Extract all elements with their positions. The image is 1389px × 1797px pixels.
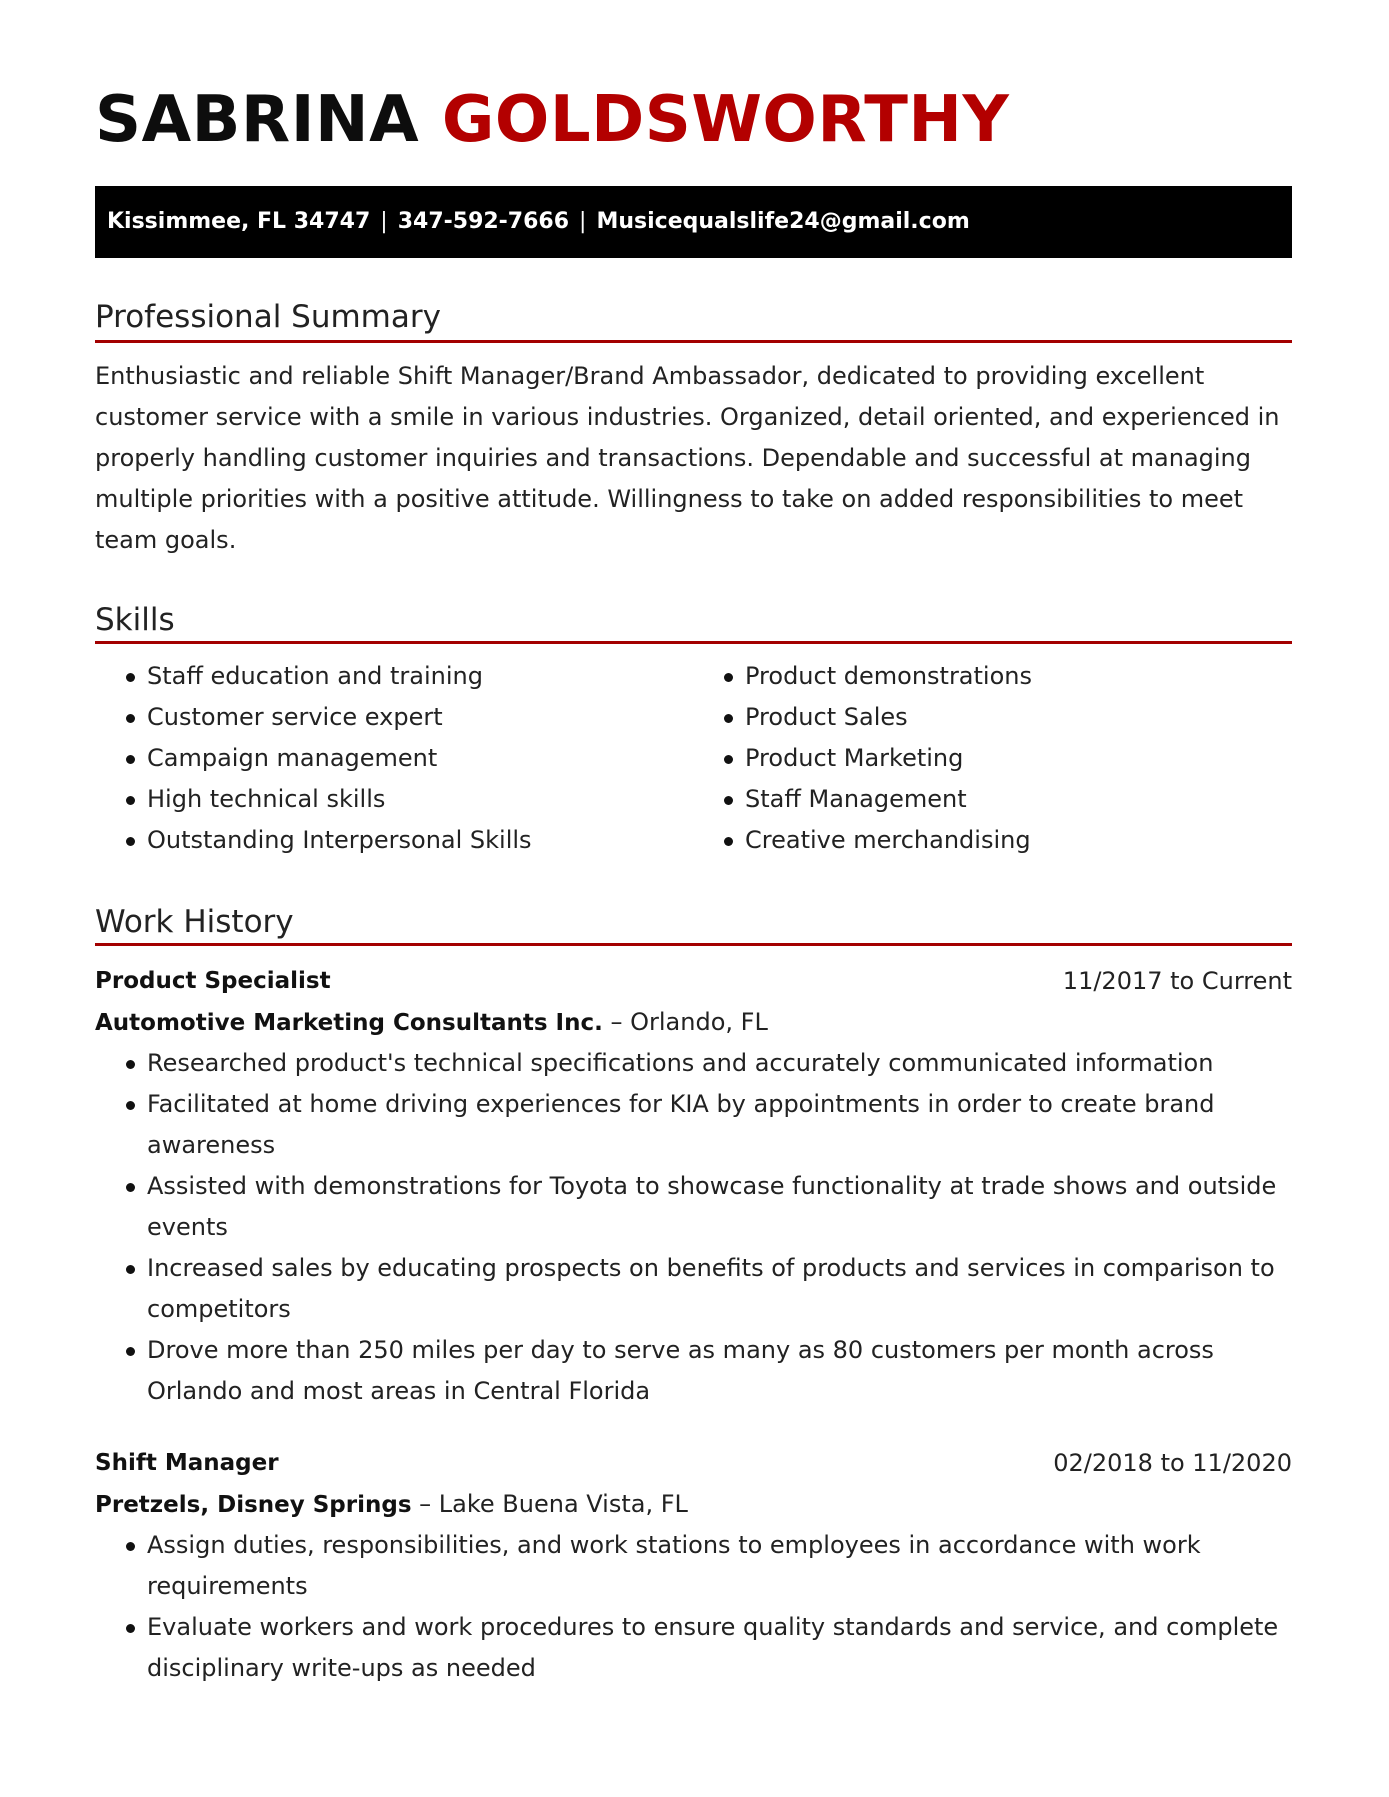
company-name: Pretzels, Disney Springs	[95, 1492, 412, 1518]
skill-item: Staff Management	[693, 779, 1032, 820]
section-title-summary: Professional Summary	[95, 299, 441, 335]
last-name: GOLDSWORTHY	[441, 83, 1010, 157]
skills-list-right	[693, 656, 1032, 861]
candidate-name	[95, 82, 1009, 158]
skill-item: Creative merchandising	[693, 820, 1032, 861]
job-duties-list	[95, 1525, 1292, 1689]
skill-item: Product demonstrations	[693, 656, 1032, 697]
skills-list-left	[95, 656, 532, 861]
contact-separator: |	[380, 209, 388, 234]
professional-summary: Enthusiastic and reliable Shift Manager/Brand Ambassador, dedicated to providing excellent customer service with a smile in various industries. Organized, detail oriented, and experienced in properly handling customer inquiries and transactions. Dependable and successful at managing multiple priorities with a positive attitude. Willingness to take on added responsibilities to meet team goals.	[95, 362, 1280, 554]
skill-item: High technical skills	[95, 779, 532, 820]
contact-location: Kissimmee, FL 34747	[107, 209, 371, 234]
section-title-skills: Skills	[95, 602, 175, 638]
skill-item: Customer service expert	[95, 697, 532, 738]
job-employer	[95, 1484, 688, 1526]
job-employer	[95, 1002, 768, 1044]
job-title: Shift Manager	[95, 1450, 279, 1476]
section-title-work-history: Work History	[95, 904, 294, 940]
job-duties-list	[95, 1043, 1292, 1412]
job-title: Product Specialist	[95, 968, 331, 994]
section-divider	[95, 641, 1292, 644]
duty-item: Increased sales by educating prospects on benefits of products and services in comparison to competitors	[95, 1248, 1292, 1330]
skill-item: Campaign management	[95, 738, 532, 779]
skill-item: Product Marketing	[693, 738, 1032, 779]
duty-item: Facilitated at home driving experiences for KIA by appointments in order to create brand awareness	[95, 1084, 1292, 1166]
skill-item: Product Sales	[693, 697, 1032, 738]
skill-item: Staff education and training	[95, 656, 532, 697]
job-dates: 11/2017 to Current	[1062, 967, 1292, 995]
contact-bar	[95, 186, 1292, 258]
skill-item: Outstanding Interpersonal Skills	[95, 820, 532, 861]
duty-item: Assisted with demonstrations for Toyota to showcase functionality at trade shows and outside events	[95, 1166, 1292, 1248]
contact-separator: |	[579, 209, 587, 234]
section-divider	[95, 943, 1292, 946]
company-location: – Orlando, FL	[602, 1008, 768, 1036]
company-name: Automotive Marketing Consultants Inc.	[95, 1010, 603, 1036]
duty-item: Assign duties, responsibilities, and work stations to employees in accordance with work requirements	[95, 1525, 1292, 1607]
first-name: SABRINA	[95, 83, 420, 157]
duty-item: Drove more than 250 miles per day to serve as many as 80 customers per month across Orlando and most areas in Central Florida	[95, 1330, 1292, 1412]
section-divider	[95, 340, 1292, 343]
duty-item: Evaluate workers and work procedures to ensure quality standards and service, and complete disciplinary write-ups as needed	[95, 1607, 1292, 1689]
job-dates: 02/2018 to 11/2020	[1053, 1449, 1292, 1477]
contact-phone[interactable]: 347-592-7666	[397, 209, 570, 234]
company-location: – Lake Buena Vista, FL	[411, 1490, 688, 1518]
duty-item: Researched product's technical specifications and accurately communicated information	[95, 1043, 1292, 1084]
contact-email[interactable]: Musicequalslife24@gmail.com	[596, 209, 970, 234]
